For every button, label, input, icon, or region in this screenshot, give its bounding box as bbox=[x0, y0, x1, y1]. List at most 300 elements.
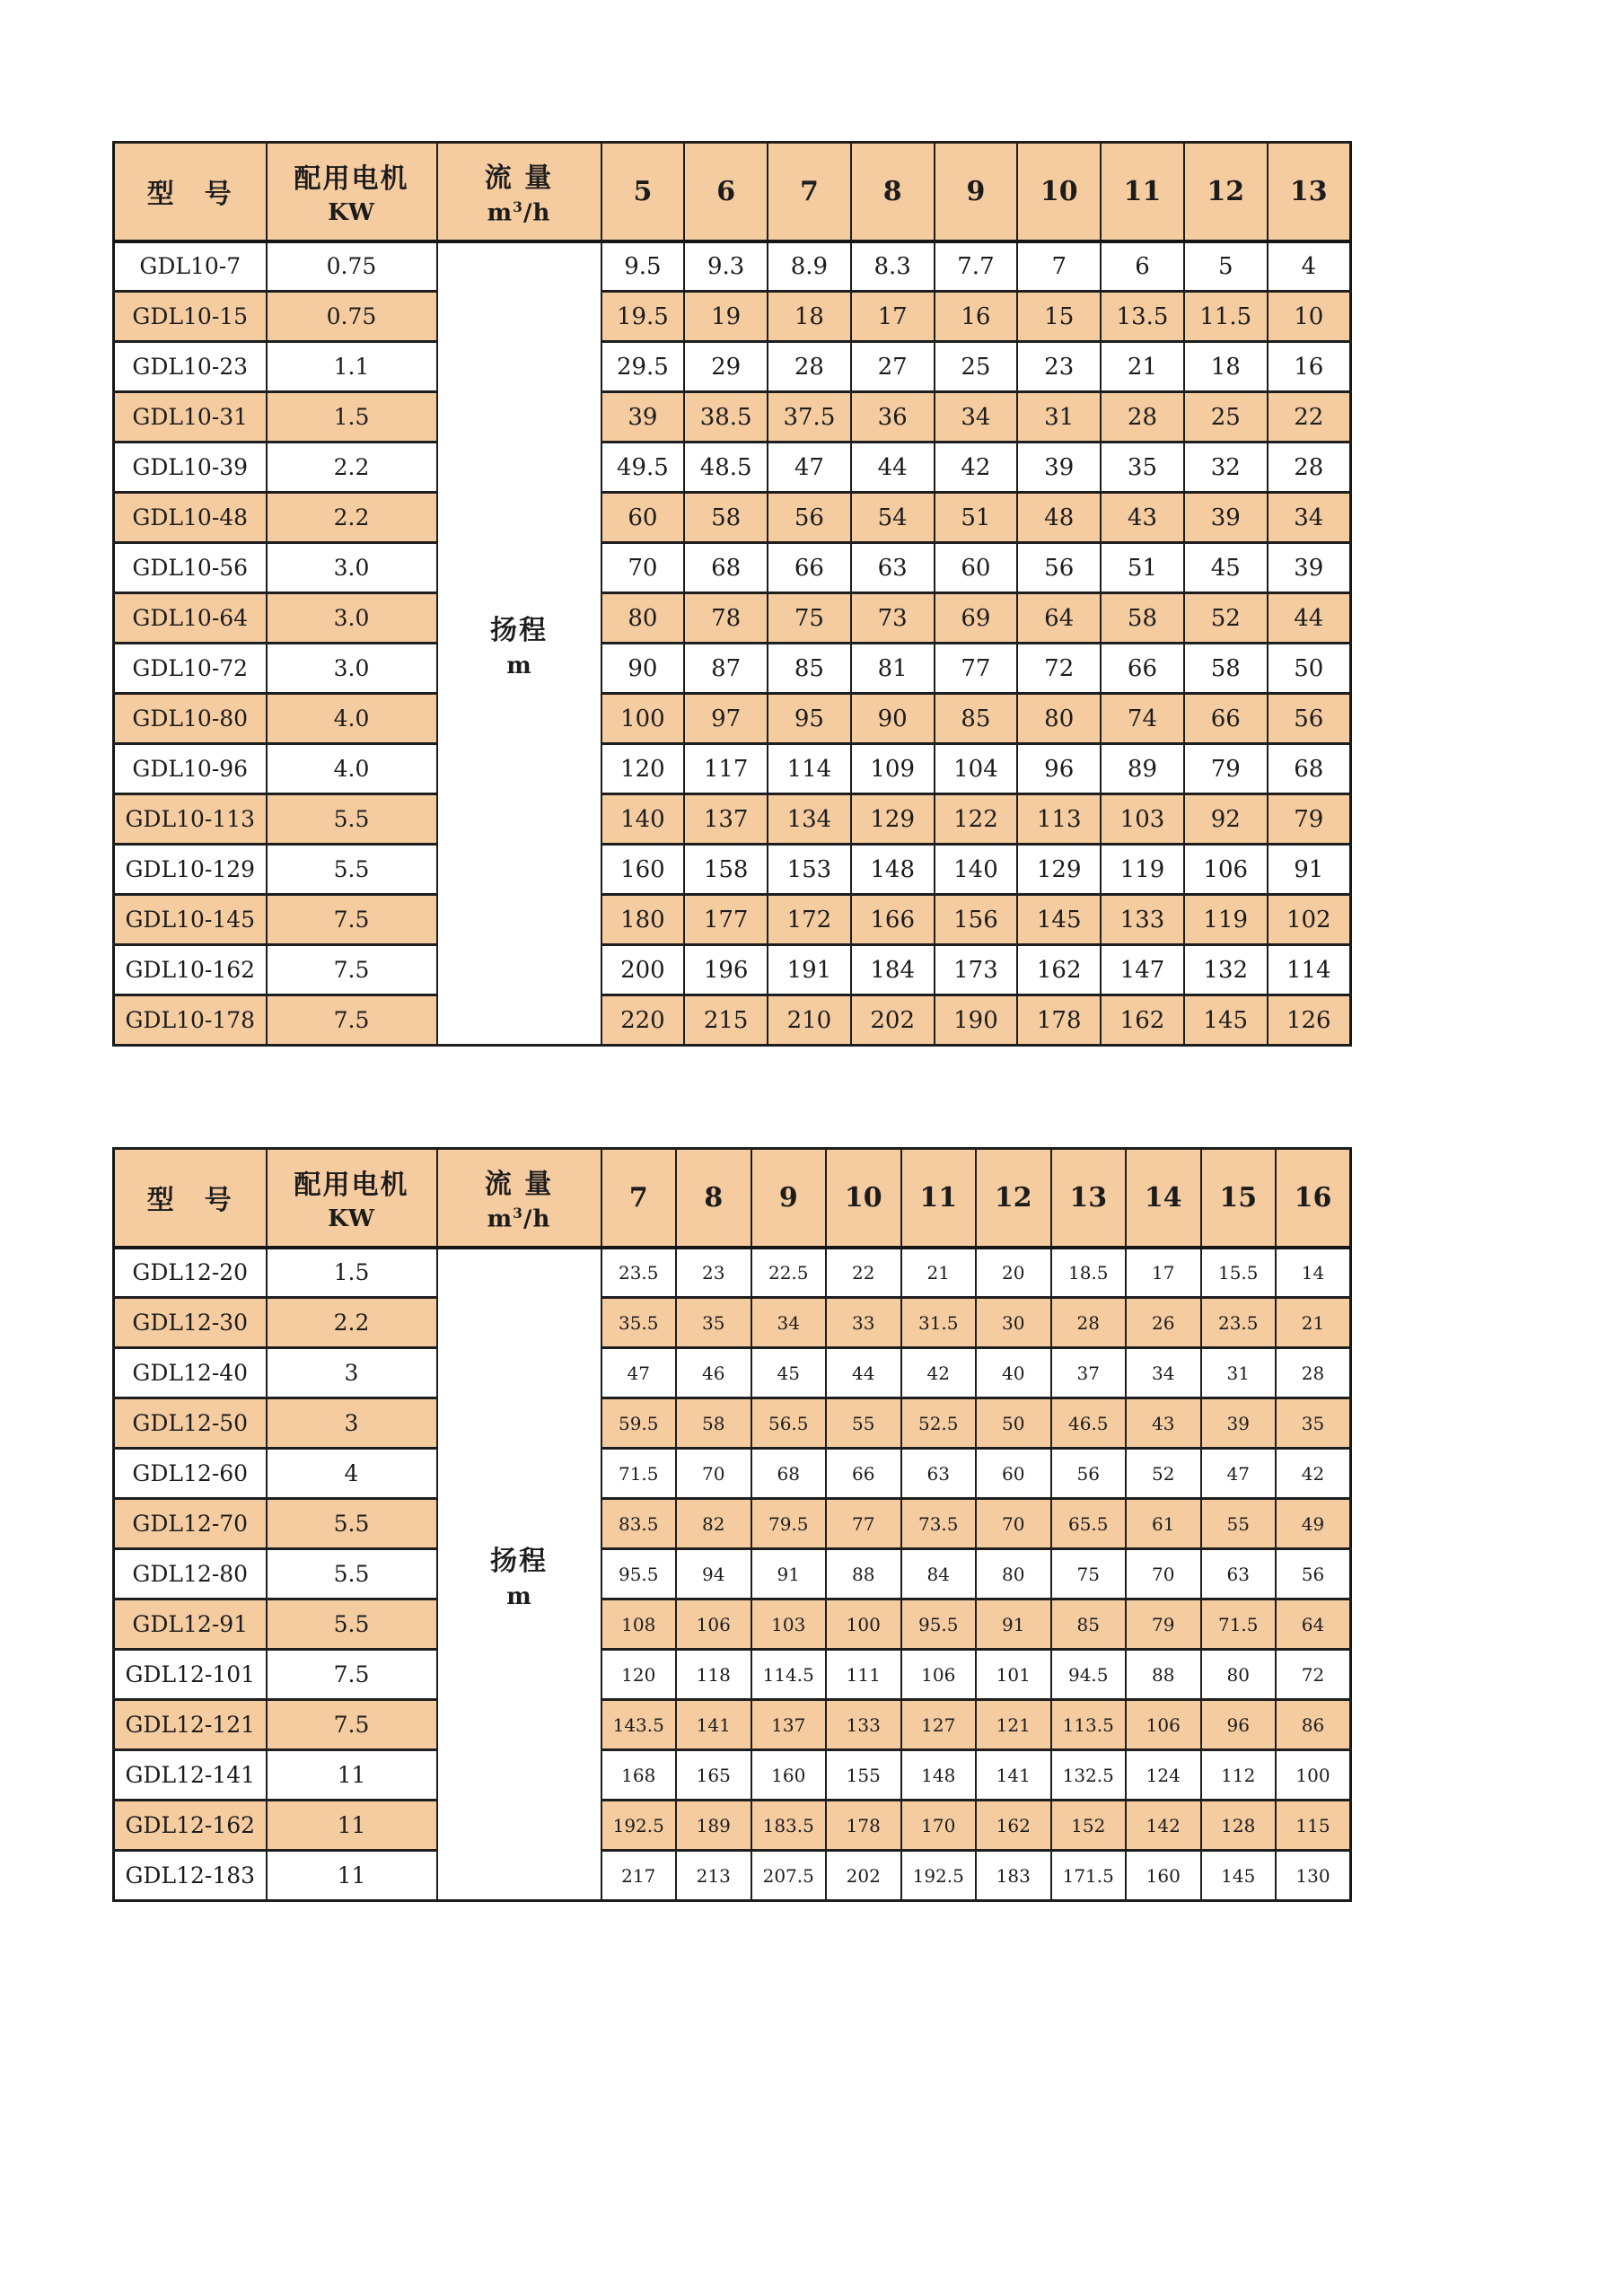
value-cell: 63 bbox=[851, 543, 935, 593]
value-cell: 132 bbox=[1184, 945, 1268, 995]
value-cell: 29 bbox=[684, 342, 768, 392]
kw-cell: 5.5 bbox=[267, 1599, 437, 1650]
value-cell: 106 bbox=[676, 1599, 751, 1650]
value-cell: 25 bbox=[935, 342, 1018, 392]
flow-column-header-13: 13 bbox=[1051, 1149, 1127, 1248]
table-row bbox=[114, 945, 1351, 995]
value-cell: 31 bbox=[1201, 1348, 1277, 1398]
flow-column-header-13: 13 bbox=[1268, 143, 1351, 241]
value-cell: 95 bbox=[768, 694, 851, 744]
value-cell: 58 bbox=[1184, 644, 1268, 694]
value-cell: 8.9 bbox=[768, 241, 851, 292]
value-cell: 54 bbox=[851, 493, 935, 543]
value-cell: 119 bbox=[1184, 895, 1268, 945]
table-row bbox=[114, 1499, 1351, 1549]
value-cell: 16 bbox=[935, 292, 1018, 342]
value-cell: 18 bbox=[768, 292, 851, 342]
value-cell: 22.5 bbox=[751, 1248, 827, 1298]
value-cell: 56 bbox=[1051, 1449, 1127, 1499]
value-cell: 59.5 bbox=[601, 1398, 677, 1449]
value-cell: 35.5 bbox=[601, 1298, 677, 1348]
value-cell: 114 bbox=[768, 744, 851, 794]
value-cell: 192.5 bbox=[901, 1851, 977, 1901]
value-cell: 77 bbox=[826, 1499, 901, 1549]
value-cell: 171.5 bbox=[1051, 1851, 1127, 1901]
value-cell: 35 bbox=[1276, 1398, 1351, 1449]
value-cell: 56.5 bbox=[751, 1398, 827, 1449]
value-cell: 21 bbox=[1101, 342, 1184, 392]
value-cell: 46 bbox=[676, 1348, 751, 1398]
value-cell: 81 bbox=[851, 644, 935, 694]
value-cell: 51 bbox=[1101, 543, 1184, 593]
value-cell: 190 bbox=[935, 995, 1018, 1046]
value-cell: 48.5 bbox=[684, 443, 768, 493]
value-cell: 27 bbox=[851, 342, 935, 392]
model-cell: GDL12-20 bbox=[114, 1248, 267, 1298]
value-cell: 178 bbox=[826, 1801, 901, 1851]
table-row bbox=[114, 443, 1351, 493]
value-cell: 80 bbox=[976, 1549, 1051, 1599]
value-cell: 68 bbox=[751, 1449, 827, 1499]
value-cell: 213 bbox=[676, 1851, 751, 1901]
kw-cell: 5.5 bbox=[267, 794, 437, 845]
value-cell: 28 bbox=[1268, 443, 1351, 493]
kw-cell: 1.5 bbox=[267, 1248, 437, 1298]
value-cell: 84 bbox=[901, 1549, 977, 1599]
model-cell: GDL10-145 bbox=[114, 895, 267, 945]
table-row bbox=[114, 895, 1351, 945]
table-row bbox=[114, 1801, 1351, 1851]
value-cell: 4 bbox=[1268, 241, 1351, 292]
value-cell: 70 bbox=[676, 1449, 751, 1499]
kw-cell: 4.0 bbox=[267, 694, 437, 744]
value-cell: 23.5 bbox=[601, 1248, 677, 1298]
value-cell: 28 bbox=[768, 342, 851, 392]
value-cell: 42 bbox=[901, 1348, 977, 1398]
value-cell: 29.5 bbox=[601, 342, 685, 392]
value-cell: 30 bbox=[976, 1298, 1051, 1348]
value-cell: 26 bbox=[1126, 1298, 1201, 1348]
motor-header-unit: KW bbox=[328, 1205, 375, 1233]
flow-column-header-9: 9 bbox=[751, 1149, 827, 1248]
flow-column-header-12: 12 bbox=[976, 1149, 1051, 1248]
table-row bbox=[114, 1750, 1351, 1801]
value-cell: 95.5 bbox=[901, 1599, 977, 1650]
value-cell: 34 bbox=[1268, 493, 1351, 543]
value-cell: 23 bbox=[676, 1248, 751, 1298]
value-cell: 78 bbox=[684, 593, 768, 644]
value-cell: 61 bbox=[1126, 1499, 1201, 1549]
kw-cell: 11 bbox=[267, 1750, 437, 1801]
value-cell: 215 bbox=[684, 995, 768, 1046]
value-cell: 60 bbox=[935, 543, 1018, 593]
value-cell: 44 bbox=[851, 443, 935, 493]
model-cell: GDL10-7 bbox=[114, 241, 267, 292]
value-cell: 51 bbox=[935, 493, 1018, 543]
value-cell: 45 bbox=[751, 1348, 827, 1398]
value-cell: 65.5 bbox=[1051, 1499, 1127, 1549]
value-cell: 108 bbox=[601, 1599, 677, 1650]
flow-column-header-11: 11 bbox=[1101, 143, 1184, 241]
value-cell: 202 bbox=[851, 995, 935, 1046]
value-cell: 56 bbox=[1268, 694, 1351, 744]
value-cell: 113 bbox=[1017, 794, 1101, 845]
model-cell: GDL10-64 bbox=[114, 593, 267, 644]
value-cell: 148 bbox=[851, 845, 935, 895]
value-cell: 52 bbox=[1126, 1449, 1201, 1499]
value-cell: 100 bbox=[826, 1599, 901, 1650]
motor-header-title: 配用电机 bbox=[294, 163, 409, 196]
header-row bbox=[114, 1149, 1351, 1248]
value-cell: 148 bbox=[901, 1750, 977, 1801]
value-cell: 79 bbox=[1126, 1599, 1201, 1650]
value-cell: 72 bbox=[1276, 1650, 1351, 1700]
model-cell: GDL10-23 bbox=[114, 342, 267, 392]
value-cell: 191 bbox=[768, 945, 851, 995]
value-cell: 64 bbox=[1276, 1599, 1351, 1650]
value-cell: 87 bbox=[684, 644, 768, 694]
value-cell: 37 bbox=[1051, 1348, 1127, 1398]
value-cell: 172 bbox=[768, 895, 851, 945]
value-cell: 90 bbox=[601, 644, 685, 694]
value-cell: 140 bbox=[601, 794, 685, 845]
value-cell: 103 bbox=[751, 1599, 827, 1650]
value-cell: 35 bbox=[1101, 443, 1184, 493]
value-cell: 13.5 bbox=[1101, 292, 1184, 342]
flow-unit-rest: /h bbox=[522, 200, 551, 228]
value-cell: 58 bbox=[684, 493, 768, 543]
value-cell: 35 bbox=[676, 1298, 751, 1348]
value-cell: 88 bbox=[826, 1549, 901, 1599]
flow-header-unit bbox=[438, 198, 601, 227]
value-cell: 145 bbox=[1017, 895, 1101, 945]
value-cell: 92 bbox=[1184, 794, 1268, 845]
value-cell: 141 bbox=[676, 1700, 751, 1750]
value-cell: 202 bbox=[826, 1851, 901, 1901]
model-cell: GDL12-80 bbox=[114, 1549, 267, 1599]
flow-header-title: 流 量 bbox=[484, 1169, 554, 1201]
head-label-text: 扬程 bbox=[490, 1545, 548, 1577]
value-cell: 52.5 bbox=[901, 1398, 977, 1449]
table-row bbox=[114, 694, 1351, 744]
table-row bbox=[114, 1549, 1351, 1599]
table-row bbox=[114, 1449, 1351, 1499]
value-cell: 42 bbox=[1276, 1449, 1351, 1499]
table-header bbox=[114, 1149, 1351, 1248]
value-cell: 68 bbox=[1268, 744, 1351, 794]
flow-column-header-10: 10 bbox=[826, 1149, 901, 1248]
flow-header-unit bbox=[438, 1205, 601, 1233]
model-cell: GDL12-183 bbox=[114, 1851, 267, 1901]
value-cell: 184 bbox=[851, 945, 935, 995]
kw-cell: 7.5 bbox=[267, 945, 437, 995]
kw-cell: 5.5 bbox=[267, 845, 437, 895]
value-cell: 73 bbox=[851, 593, 935, 644]
value-cell: 166 bbox=[851, 895, 935, 945]
value-cell: 70 bbox=[1126, 1549, 1201, 1599]
value-cell: 121 bbox=[976, 1700, 1051, 1750]
model-cell: GDL12-121 bbox=[114, 1700, 267, 1750]
table-row bbox=[114, 292, 1351, 342]
value-cell: 103 bbox=[1101, 794, 1184, 845]
value-cell: 38.5 bbox=[684, 392, 768, 443]
value-cell: 210 bbox=[768, 995, 851, 1046]
value-cell: 70 bbox=[601, 543, 685, 593]
value-cell: 162 bbox=[1017, 945, 1101, 995]
value-cell: 104 bbox=[935, 744, 1018, 794]
flow-column-header-7: 7 bbox=[768, 143, 851, 241]
value-cell: 162 bbox=[1101, 995, 1184, 1046]
value-cell: 128 bbox=[1201, 1801, 1277, 1851]
value-cell: 126 bbox=[1268, 995, 1351, 1046]
model-cell: GDL12-40 bbox=[114, 1348, 267, 1398]
flow-unit-base: m bbox=[487, 1206, 514, 1234]
value-cell: 160 bbox=[751, 1750, 827, 1801]
value-cell: 58 bbox=[1101, 593, 1184, 644]
value-cell: 200 bbox=[601, 945, 685, 995]
table-row bbox=[114, 1650, 1351, 1700]
table-body bbox=[114, 1248, 1351, 1901]
model-cell: GDL10-113 bbox=[114, 794, 267, 845]
value-cell: 88 bbox=[1126, 1650, 1201, 1700]
value-cell: 91 bbox=[1268, 845, 1351, 895]
value-cell: 147 bbox=[1101, 945, 1184, 995]
value-cell: 34 bbox=[935, 392, 1018, 443]
value-cell: 137 bbox=[751, 1700, 827, 1750]
value-cell: 46.5 bbox=[1051, 1398, 1127, 1449]
table-row bbox=[114, 1700, 1351, 1750]
pump-spec-table bbox=[112, 1147, 1352, 1902]
value-cell: 79 bbox=[1268, 794, 1351, 845]
head-label-text: 扬程 bbox=[490, 614, 548, 646]
model-cell: GDL10-56 bbox=[114, 543, 267, 593]
value-cell: 117 bbox=[684, 744, 768, 794]
flow-unit-exponent: 3 bbox=[513, 198, 523, 216]
value-cell: 20 bbox=[976, 1248, 1051, 1298]
value-cell: 39 bbox=[1201, 1398, 1277, 1449]
flow-header-title: 流 量 bbox=[484, 162, 554, 195]
kw-cell: 3.0 bbox=[267, 543, 437, 593]
value-cell: 43 bbox=[1101, 493, 1184, 543]
value-cell: 79.5 bbox=[751, 1499, 827, 1549]
model-cell: GDL12-60 bbox=[114, 1449, 267, 1499]
flow-header-cell bbox=[437, 1149, 601, 1248]
value-cell: 60 bbox=[976, 1449, 1051, 1499]
value-cell: 44 bbox=[826, 1348, 901, 1398]
kw-cell: 7.5 bbox=[267, 895, 437, 945]
table-row bbox=[114, 342, 1351, 392]
value-cell: 142 bbox=[1126, 1801, 1201, 1851]
value-cell: 118 bbox=[676, 1650, 751, 1700]
kw-cell: 5.5 bbox=[267, 1549, 437, 1599]
head-label-merged-cell bbox=[437, 241, 601, 1046]
value-cell: 89 bbox=[1101, 744, 1184, 794]
value-cell: 7 bbox=[1017, 241, 1101, 292]
model-header-cell: 型 号 bbox=[114, 1149, 267, 1248]
value-cell: 196 bbox=[684, 945, 768, 995]
model-cell: GDL12-70 bbox=[114, 1499, 267, 1549]
value-cell: 82 bbox=[676, 1499, 751, 1549]
table-body bbox=[114, 241, 1351, 1046]
value-cell: 85 bbox=[1051, 1599, 1127, 1650]
value-cell: 43 bbox=[1126, 1398, 1201, 1449]
value-cell: 75 bbox=[768, 593, 851, 644]
value-cell: 21 bbox=[901, 1248, 977, 1298]
value-cell: 100 bbox=[1276, 1750, 1351, 1801]
value-cell: 91 bbox=[751, 1549, 827, 1599]
value-cell: 158 bbox=[684, 845, 768, 895]
model-cell: GDL12-50 bbox=[114, 1398, 267, 1449]
value-cell: 109 bbox=[851, 744, 935, 794]
table-row bbox=[114, 392, 1351, 443]
value-cell: 28 bbox=[1051, 1298, 1127, 1348]
value-cell: 45 bbox=[1184, 543, 1268, 593]
value-cell: 115 bbox=[1276, 1801, 1351, 1851]
value-cell: 40 bbox=[976, 1348, 1051, 1398]
value-cell: 23.5 bbox=[1201, 1298, 1277, 1348]
value-cell: 50 bbox=[976, 1398, 1051, 1449]
value-cell: 155 bbox=[826, 1750, 901, 1801]
value-cell: 129 bbox=[851, 794, 935, 845]
value-cell: 8.3 bbox=[851, 241, 935, 292]
table-row bbox=[114, 543, 1351, 593]
value-cell: 42 bbox=[935, 443, 1018, 493]
kw-cell: 2.2 bbox=[267, 493, 437, 543]
value-cell: 44 bbox=[1268, 593, 1351, 644]
model-cell: GDL12-101 bbox=[114, 1650, 267, 1700]
value-cell: 207.5 bbox=[751, 1851, 827, 1901]
value-cell: 152 bbox=[1051, 1801, 1127, 1851]
value-cell: 34 bbox=[751, 1298, 827, 1348]
kw-cell: 1.5 bbox=[267, 392, 437, 443]
value-cell: 58 bbox=[676, 1398, 751, 1449]
model-cell: GDL10-31 bbox=[114, 392, 267, 443]
kw-cell: 7.5 bbox=[267, 1650, 437, 1700]
value-cell: 132.5 bbox=[1051, 1750, 1127, 1801]
table-row bbox=[114, 644, 1351, 694]
value-cell: 39 bbox=[1017, 443, 1101, 493]
flow-column-header-10: 10 bbox=[1017, 143, 1101, 241]
value-cell: 18.5 bbox=[1051, 1248, 1127, 1298]
value-cell: 9.3 bbox=[684, 241, 768, 292]
header-row bbox=[114, 143, 1351, 241]
value-cell: 7.7 bbox=[935, 241, 1018, 292]
value-cell: 153 bbox=[768, 845, 851, 895]
kw-cell: 7.5 bbox=[267, 995, 437, 1046]
value-cell: 137 bbox=[684, 794, 768, 845]
table-row bbox=[114, 1599, 1351, 1650]
value-cell: 90 bbox=[851, 694, 935, 744]
flow-column-header-8: 8 bbox=[851, 143, 935, 241]
value-cell: 189 bbox=[676, 1801, 751, 1851]
value-cell: 16 bbox=[1268, 342, 1351, 392]
flow-column-header-9: 9 bbox=[935, 143, 1018, 241]
motor-header-cell bbox=[267, 143, 437, 241]
value-cell: 18 bbox=[1184, 342, 1268, 392]
value-cell: 106 bbox=[1184, 845, 1268, 895]
value-cell: 55 bbox=[826, 1398, 901, 1449]
value-cell: 15 bbox=[1017, 292, 1101, 342]
table-row bbox=[114, 744, 1351, 794]
value-cell: 165 bbox=[676, 1750, 751, 1801]
value-cell: 70 bbox=[976, 1499, 1051, 1549]
value-cell: 114.5 bbox=[751, 1650, 827, 1700]
flow-unit-rest: /h bbox=[522, 1206, 551, 1234]
head-label-merged-cell bbox=[437, 1248, 601, 1901]
value-cell: 129 bbox=[1017, 845, 1101, 895]
model-cell: GDL12-141 bbox=[114, 1750, 267, 1801]
flow-column-header-7: 7 bbox=[601, 1149, 677, 1248]
kw-cell: 3.0 bbox=[267, 644, 437, 694]
value-cell: 217 bbox=[601, 1851, 677, 1901]
model-cell: GDL10-48 bbox=[114, 493, 267, 543]
value-cell: 160 bbox=[601, 845, 685, 895]
value-cell: 11.5 bbox=[1184, 292, 1268, 342]
value-cell: 106 bbox=[901, 1650, 977, 1700]
kw-cell: 11 bbox=[267, 1801, 437, 1851]
value-cell: 17 bbox=[1126, 1248, 1201, 1298]
pump-table-gdl10 bbox=[112, 141, 1349, 1047]
value-cell: 160 bbox=[1126, 1851, 1201, 1901]
value-cell: 96 bbox=[1201, 1700, 1277, 1750]
value-cell: 21 bbox=[1276, 1298, 1351, 1348]
table-row bbox=[114, 1248, 1351, 1298]
kw-cell: 0.75 bbox=[267, 241, 437, 292]
flow-column-header-5: 5 bbox=[601, 143, 685, 241]
table-row bbox=[114, 1348, 1351, 1398]
value-cell: 133 bbox=[1101, 895, 1184, 945]
flow-column-header-16: 16 bbox=[1276, 1149, 1351, 1248]
value-cell: 28 bbox=[1276, 1348, 1351, 1398]
value-cell: 127 bbox=[901, 1700, 977, 1750]
value-cell: 33 bbox=[826, 1298, 901, 1348]
value-cell: 63 bbox=[1201, 1549, 1277, 1599]
table-row bbox=[114, 593, 1351, 644]
value-cell: 95.5 bbox=[601, 1549, 677, 1599]
value-cell: 66 bbox=[1101, 644, 1184, 694]
flow-unit-exponent: 3 bbox=[513, 1205, 523, 1222]
value-cell: 192.5 bbox=[601, 1801, 677, 1851]
value-cell: 168 bbox=[601, 1750, 677, 1801]
model-header-cell: 型 号 bbox=[114, 143, 267, 241]
kw-cell: 11 bbox=[267, 1851, 437, 1901]
head-label-unit: m bbox=[506, 652, 531, 679]
flow-unit-base: m bbox=[487, 200, 514, 228]
value-cell: 74 bbox=[1101, 694, 1184, 744]
value-cell: 120 bbox=[601, 744, 685, 794]
model-cell: GDL12-162 bbox=[114, 1801, 267, 1851]
kw-cell: 3 bbox=[267, 1348, 437, 1398]
value-cell: 17 bbox=[851, 292, 935, 342]
value-cell: 85 bbox=[935, 694, 1018, 744]
model-cell: GDL10-129 bbox=[114, 845, 267, 895]
table-row bbox=[114, 241, 1351, 292]
value-cell: 120 bbox=[601, 1650, 677, 1700]
table-row bbox=[114, 845, 1351, 895]
value-cell: 79 bbox=[1184, 744, 1268, 794]
value-cell: 71.5 bbox=[601, 1449, 677, 1499]
value-cell: 68 bbox=[684, 543, 768, 593]
head-label-unit: m bbox=[506, 1582, 531, 1610]
value-cell: 220 bbox=[601, 995, 685, 1046]
kw-cell: 0.75 bbox=[267, 292, 437, 342]
value-cell: 113.5 bbox=[1051, 1700, 1127, 1750]
value-cell: 55 bbox=[1201, 1499, 1277, 1549]
flow-column-header-15: 15 bbox=[1201, 1149, 1277, 1248]
flow-column-header-11: 11 bbox=[901, 1149, 977, 1248]
value-cell: 124 bbox=[1126, 1750, 1201, 1801]
kw-cell: 4.0 bbox=[267, 744, 437, 794]
